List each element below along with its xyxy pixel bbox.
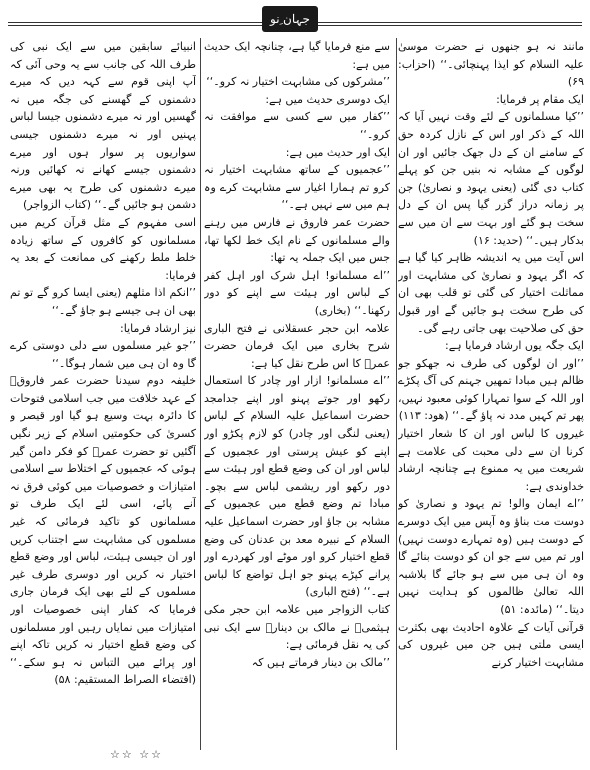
page-header	[0, 0, 590, 34]
paragraph: مانند نہ ہو جنھوں نے حضرت موسیٰ علیہ السلام کو ایذا پہنچائی۔‘‘ (احزاب: ۶۹)	[398, 40, 584, 89]
quote-paragraph: ’’اے مسلمانو! ازار اور چادر کا استعمال رکھو اور جوتے پہنو اور اپنے جدامجد حضرت اسماعیل علیہ السلام کے لباس (یعنی لنگی اور چادر) کو لازم پکڑو اور اپنے کو عیش پرستی اور عجمیوں کے لباس اور ان کی وضع قطع اور ہیئت سے دور رکھو اور ریشمی لباس سے بچو۔ مبادا تم وضع قطع میں عجمیوں کے مشابہ بن جاؤ اور حضرت اسماعیل علیہ السلام کے نبیرہ معد بن عدنان کی وضع قطع اختیار کرو اور موٹے اور کھردرے اور پرانے کپڑے پہنو جو اہل تواضع کا لباس ہے۔‘‘ (فتح الباری)	[204, 374, 390, 599]
quote-paragraph: ’’مالک بن دینار فرماتے ہیں کہ	[251, 655, 390, 669]
paragraph: قرآنی آیات کے علاوہ احادیث بھی بکثرت ایسی ملتی ہیں جن میں غیروں کی مشابہت اختیار کرنے	[398, 620, 584, 669]
text-column-right	[398, 38, 584, 738]
paragraph: علامہ ابن حجر عسقلانی نے فتح الباری شرح بخاری میں ایک فرمان حضرت عمرؓ کا اس طرح نقل کیا ہے:	[204, 321, 390, 370]
magazine-logo: جہان ِنو	[262, 6, 318, 32]
paragraph: اسی مفہوم کے مثل قرآن کریم میں مسلمانوں کو کافروں کے ساتھ زیادہ خلط ملط رکھنے کی ممانعت کے بعد یہ فرمایا:	[10, 215, 196, 282]
column-divider-left	[200, 38, 201, 750]
quote-paragraph: ’’اور ان لوگوں کی طرف نہ جھکو جو ظالم ہیں مبادا تمھیں جہنم کی آگ پکڑے اور اللہ کے سوا تمہارا کوئی معبود نہیں، پھر تم کہیں مدد نہ پاؤ گے۔‘‘ (ھود: ۱۱۳)	[398, 356, 584, 423]
paragraph: ایک اور حدیث میں ہے:	[285, 145, 390, 159]
quote-paragraph: ’’اے مسلمانو! اہل شرک اور اہل کفر کے لباس اور ہیئت سے اپنے کو دور رکھنا۔‘‘ (بخاری)	[204, 268, 390, 317]
paragraph: نیز ارشاد فرمایا:	[120, 321, 196, 335]
text-column-left	[10, 38, 196, 738]
paragraph: سے منع فرمایا گیا ہے، چنانچہ ایک حدیث میں ہے:	[204, 40, 390, 71]
quote-paragraph: ’’عجمیوں کے ساتھ مشابہت اختیار نہ کرو تم ہمارا اغیار سے مشابہت کرے وہ ہم میں سے نہیں ہے۔‘‘	[204, 163, 390, 212]
paragraph: غیروں کا لباس اور ان کا شعار اختیار کرنا ان سے دلی محبت کی علامت ہے شریعت میں یہ ممنوع ہے چنانچہ ارشاد خداوندی ہے:	[398, 427, 584, 493]
quote-paragraph: ’’اے ایمان والو! تم یہود و نصاریٰ کو دوست مت بناؤ وہ آپس میں ایک دوسرے کے دوست ہیں (وہ تمہارے دوست نہیں) اور تم میں سے جو ان کو دوست بنائے گا وہ ان ہی میں سے ہو جائے گا بلاشبہ اللہ تعالیٰ ظالموں کو ہدایت نہیں دیتا۔‘‘ (مائدہ: ۵۱)	[398, 497, 584, 616]
paragraph: ایک مقام پر فرمایا:	[496, 92, 584, 106]
paragraph: انبیائے سابقین میں سے ایک نبی کی طرف اللہ کی جانب سے یہ وحی آئی کہ آپ اپنی قوم سے کہہ دیں کہ میرے دشمنوں کے گھسنے کی جگہ میں نہ گھسیں اور نہ میرے دشمنوں جیسا لباس پہنیں اور نہ میرے دشمنوں جیسی سواریوں پر سوار ہوں اور میرے دشمنوں جیسے کھانے نہ کھائیں ورنہ میرے دشمنوں کی طرح یہ بھی میرے دشمن ہو جائیں گے۔‘‘ (کتاب الزواجر)	[10, 40, 196, 212]
paragraph: حضرت عمر فاروق نے فارس میں رہنے والے مسلمانوں کے نام ایک خط لکھا تھا، جس میں ایک جملہ یہ تھا:	[204, 215, 390, 265]
quote-paragraph: ’’جو غیر مسلموں سے دلی دوستی کرے گا وہ ان ہی میں شمار ہوگا۔‘‘	[10, 339, 196, 370]
paragraph: کتاب الزواجر میں علامہ ابن حجر مکی ہیثمیؒ نے مالک بن دینارؒ سے ایک نبی کی یہ نقل فرمائی ہے:	[204, 603, 390, 652]
column-divider-right	[396, 38, 397, 750]
paragraph: خلیفہ دوم سیدنا حضرت عمر فاروقؓ کے عہد خلافت میں جب اسلامی فتوحات کا دائرہ بہت وسیع ہو گیا اور قیصر و کسریٰ کی حکومتیں اسلام کے زیر نگیں آگئیں تو حضرت عمرؓ کو فکر دامن گیر ہوئی کہ عجمیوں کے اختلاط سے اسلامی امتیازات و خصوصیات میں کوئی فرق نہ آنے پائے، اسی لئے ایک طرف تو مسلمانوں کو تاکید فرمائی کہ غیر مسلموں کی مشابہت سے اجتناب کریں اور ان جیسی ہیئت، لباس اور وضع قطع اختیار نہ کریں اور دوسری طرف غیر مسلموں کے لئے بھی ایک فرمان جاری فرمایا کہ کفار اپنی خصوصیات اور امتیازات میں نمایاں رہیں اور مسلمانوں کی وضع قطع اختیار نہ کریں تاکہ اپنے اور پرائے میں التباس نہ ہو سکے۔‘‘ (اقتضاء الصراط المستقیم: ۵۸)	[10, 374, 196, 687]
end-ornament: ☆☆ ☆☆	[110, 748, 163, 761]
text-column-middle	[204, 38, 390, 738]
quote-paragraph: ’’کفار میں سے کسی سے موافقت نہ کرو۔‘‘	[204, 110, 390, 141]
paragraph: ایک دوسری حدیث میں ہے:	[265, 92, 390, 106]
paragraph: ایک جگہ یوں ارشاد فرمایا ہے:	[444, 339, 584, 353]
paragraph: اس آیت میں یہ اندیشہ ظاہر کیا گیا ہے کہ اگر یہود و نصاریٰ کی مشابہت اور مماثلت اختیار کی گئی تو قلب بھی ان کی طرح سخت ہو جائیں گے اور قبول حق کی صلاحیت بھی جاتی رہے گی۔	[398, 251, 584, 335]
quote-paragraph: ’’انکم اذا مثلھم (یعنی ایسا کرو گے تو تم بھی ان ہی جیسے ہو جاؤ گے۔‘‘	[10, 286, 196, 317]
quote-paragraph: ’’کیا مسلمانوں کے لئے وقت نہیں آیا کہ اللہ کے ذکر اور اس کے نازل کردہ حق کے سامنے ان کے دل جھک جائیں اور ان لوگوں کے مشابہ نہ بنیں جن کو پہلے کتاب دی گئی (یعنی یہود و نصاریٰ) جن پر زمانہ دراز گزر گیا پس ان کے دل سخت ہو گئے اور بہت سے ان میں سے بدکار ہیں۔‘‘ (حدید: ۱۶)	[398, 110, 584, 247]
quote-paragraph: ’’مشرکوں کی مشابہت اختیار نہ کرو۔‘‘	[206, 75, 390, 89]
